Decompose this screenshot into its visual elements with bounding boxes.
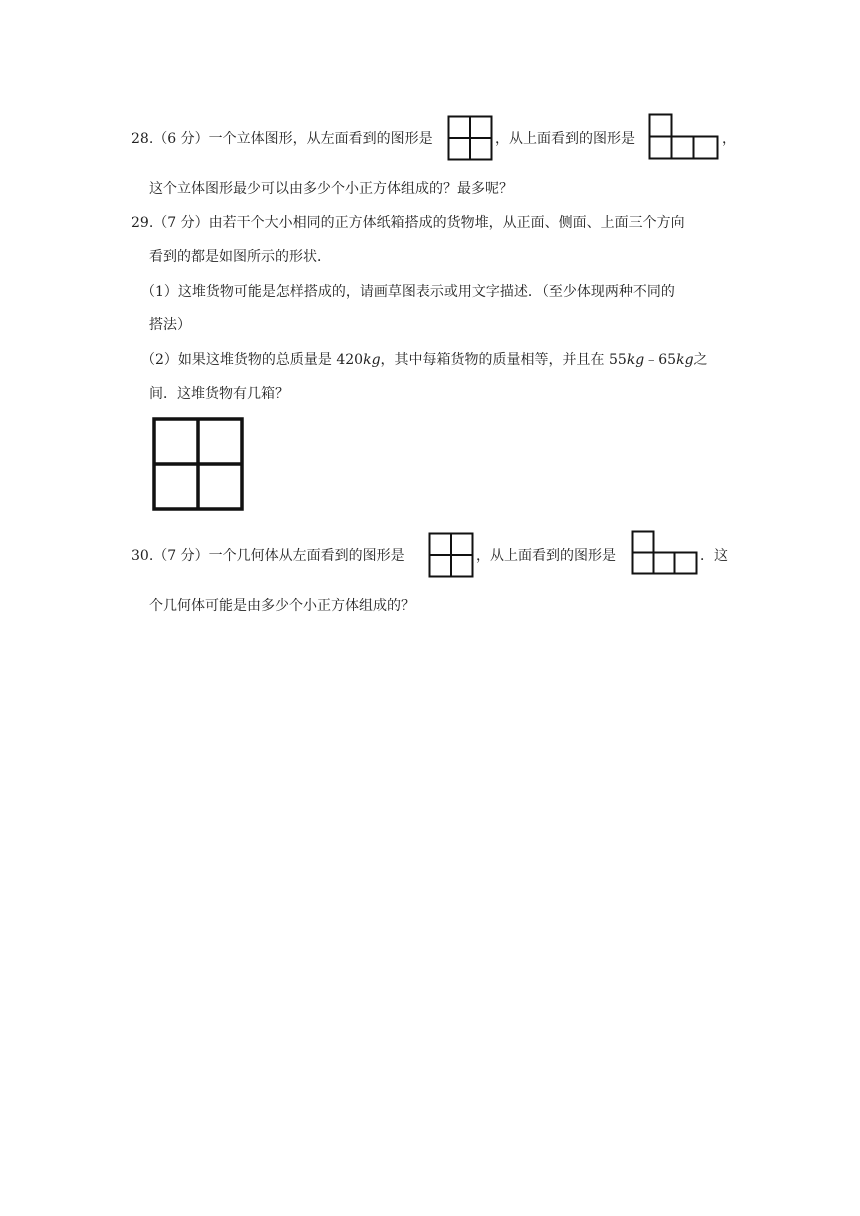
q30-left-view-grid-icon bbox=[428, 532, 474, 578]
q29-line1 bbox=[131, 213, 685, 233]
q29-part2-line2: 间．这堆货物有几箱？ bbox=[149, 386, 289, 402]
unit-kg: kg bbox=[626, 352, 645, 368]
q28-text-a: 一个立体图形，从左面看到的图形是 bbox=[208, 131, 433, 147]
q29-number: 29. bbox=[131, 215, 154, 231]
q30-text-a: 一个几何体从左面看到的图形是 bbox=[208, 548, 405, 564]
q30-text-b: ，从上面看到的图形是 bbox=[476, 548, 616, 564]
q28-line2: 这个立体图形最少可以由多少个小正方体组成的？最多呢？ bbox=[149, 181, 513, 197]
q29-line2: 看到的都是如图所示的形状． bbox=[149, 249, 331, 265]
q30-text-c: ．这 bbox=[700, 548, 728, 564]
q28-number: 28. bbox=[131, 131, 154, 147]
q28-top-view-l-shape-icon bbox=[648, 113, 720, 161]
q28-left-view-grid-icon bbox=[447, 115, 493, 161]
q30-line1 bbox=[131, 546, 405, 566]
q30-line2: 个几何体可能是由多少个小正方体组成的？ bbox=[149, 598, 415, 614]
q28-text-b: ，从上面看到的图形是 bbox=[495, 131, 635, 147]
unit-kg: kg bbox=[363, 352, 381, 368]
q29-view-grid-figure bbox=[152, 417, 244, 511]
q29-score: （7 分） bbox=[153, 215, 209, 231]
q30-score: （7 分） bbox=[153, 548, 209, 564]
q29-part1-b: 搭法） bbox=[149, 317, 191, 333]
q28-score: （6 分） bbox=[153, 131, 209, 147]
q29-text-a: 由若干个大小相同的正方体纸箱搭成的货物堆，从正面、侧面、上面三个方向 bbox=[208, 215, 685, 231]
q30-number: 30. bbox=[131, 548, 154, 564]
q29-part2-line1: （2）如果这堆货物的总质量是 420kg，其中每箱货物的质量相等，并且在 55kg﹣65kg之 bbox=[141, 352, 708, 368]
q28-line1 bbox=[131, 129, 433, 149]
q29-part1-a: （1）这堆货物可能是怎样搭成的，请画草图表示或用文字描述．（至少体现两种不同的 bbox=[141, 284, 675, 300]
q28-text-c: ， bbox=[722, 131, 736, 147]
q30-top-view-l-shape-icon bbox=[631, 530, 699, 576]
unit-kg: kg bbox=[676, 352, 694, 368]
